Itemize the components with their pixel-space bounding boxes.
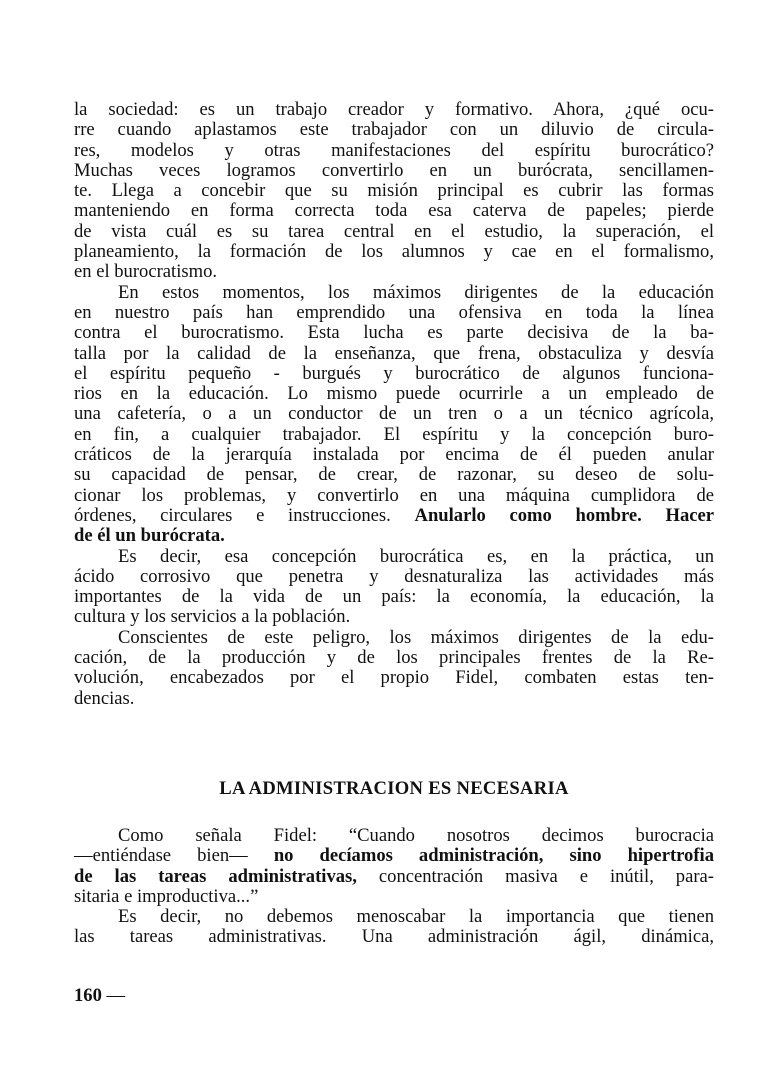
text-line: la sociedad: es un trabajo creador y formativo. Ahora, ¿qué ocu- (74, 99, 714, 120)
page-footer (74, 985, 125, 1007)
text-line: rre cuando aplastamos este trabajador con un diluvio de circula- (74, 119, 714, 141)
bold-phrase: no decíamos administración, sino hipertrofia (273, 845, 715, 867)
footer-dash: — (106, 985, 126, 1006)
text-line: Muchas veces logramos convertirlo en un burócrata, sencillamen- (74, 159, 714, 181)
text-line: res, modelos y otras manifestaciones del espíritu burocrático? (74, 139, 714, 161)
text-line: de vista cuál es su tarea central en el estudio, la superación, el (74, 220, 714, 242)
bold-phrase: Anularlo como hombre. Hacer (414, 504, 715, 526)
text-line: cultura y los servicios a la población. (74, 606, 351, 628)
text-line: importantes de la vida de un país: la economía, la educación, la (74, 586, 714, 608)
text-line: manteniendo en forma correcta toda esa caterva de papeles; pierde (74, 200, 714, 222)
text-line: te. Llega a concebir que su misión principal es cubrir las formas (74, 180, 714, 202)
text-line: las tareas administrativas. Una administración ágil, dinámica, (74, 926, 714, 948)
text-line (74, 867, 714, 887)
text-line: En estos momentos, los máximos dirigentes de la educación (118, 281, 714, 303)
bold-phrase: de él un burócrata. (74, 525, 225, 547)
text-line: Como señala Fidel: “Cuando nosotros decimos burocracia (118, 825, 714, 846)
body-text (74, 100, 714, 709)
text-segment: concentración masiva e inútil, para- (378, 865, 714, 887)
text-line: cionar los problemas, y convertirlo en una máquina cumplidora de (74, 484, 714, 506)
text-line: Es decir, esa concepción burocrática es, en la práctica, un (118, 545, 714, 567)
text-line: talla por la calidad de la enseñanza, que frena, obstaculiza y desvía (74, 342, 714, 364)
text-line: su capacidad de pensar, de crear, de razonar, su deseo de solu- (74, 464, 714, 486)
text-line (74, 506, 714, 526)
text-line: sitaria e improductiva...” (74, 885, 259, 907)
page-number: 160 (74, 985, 102, 1006)
text-line: planeamiento, la formación de los alumnos y cae en el formalismo, (74, 241, 714, 263)
text-line: en el burocratismo. (74, 261, 218, 283)
text-line: una cafetería, o a un conductor de un tren o a un técnico agrícola, (74, 403, 714, 425)
text-line: ácido corrosivo que penetra y desnaturaliza las actividades más (74, 565, 714, 587)
section-heading: LA ADMINISTRACION ES NECESARIA (219, 778, 569, 799)
bold-phrase: de las tareas administrativas, (74, 865, 357, 887)
text-line: en nuestro país han emprendido una ofensiva en toda la línea (74, 301, 714, 323)
text-line: Es decir, no debemos menoscabar la importancia que tienen (118, 906, 714, 928)
text-line: en fin, a cualquier trabajador. El espíritu y la concepción buro- (74, 423, 714, 445)
text-segment: órdenes, circulares e instrucciones. (74, 504, 391, 526)
text-line: cráticos de la jerarquía instalada por encima de él pueden anular (74, 444, 714, 466)
body-text-section-2 (74, 826, 714, 948)
text-line: dencias. (74, 687, 135, 709)
text-line: contra el burocratismo. Esta lucha es parte decisiva de la ba- (74, 322, 714, 344)
text-line: Conscientes de este peligro, los máximos dirigentes de la edu- (118, 626, 714, 648)
text-line (74, 526, 714, 546)
text-line (74, 846, 714, 866)
text-line: volución, encabezados por el propio Fidel, combaten estas ten- (74, 667, 714, 689)
text-line: cación, de la producción y de los principales frentes de la Re- (74, 647, 714, 669)
text-line: el espíritu pequeño - burgués y burocrático de algunos funciona- (74, 362, 714, 384)
text-line: rios en la educación. Lo mismo puede ocurrirle a un empleado de (74, 383, 714, 405)
text-segment: —entiéndase bien— (74, 845, 248, 867)
